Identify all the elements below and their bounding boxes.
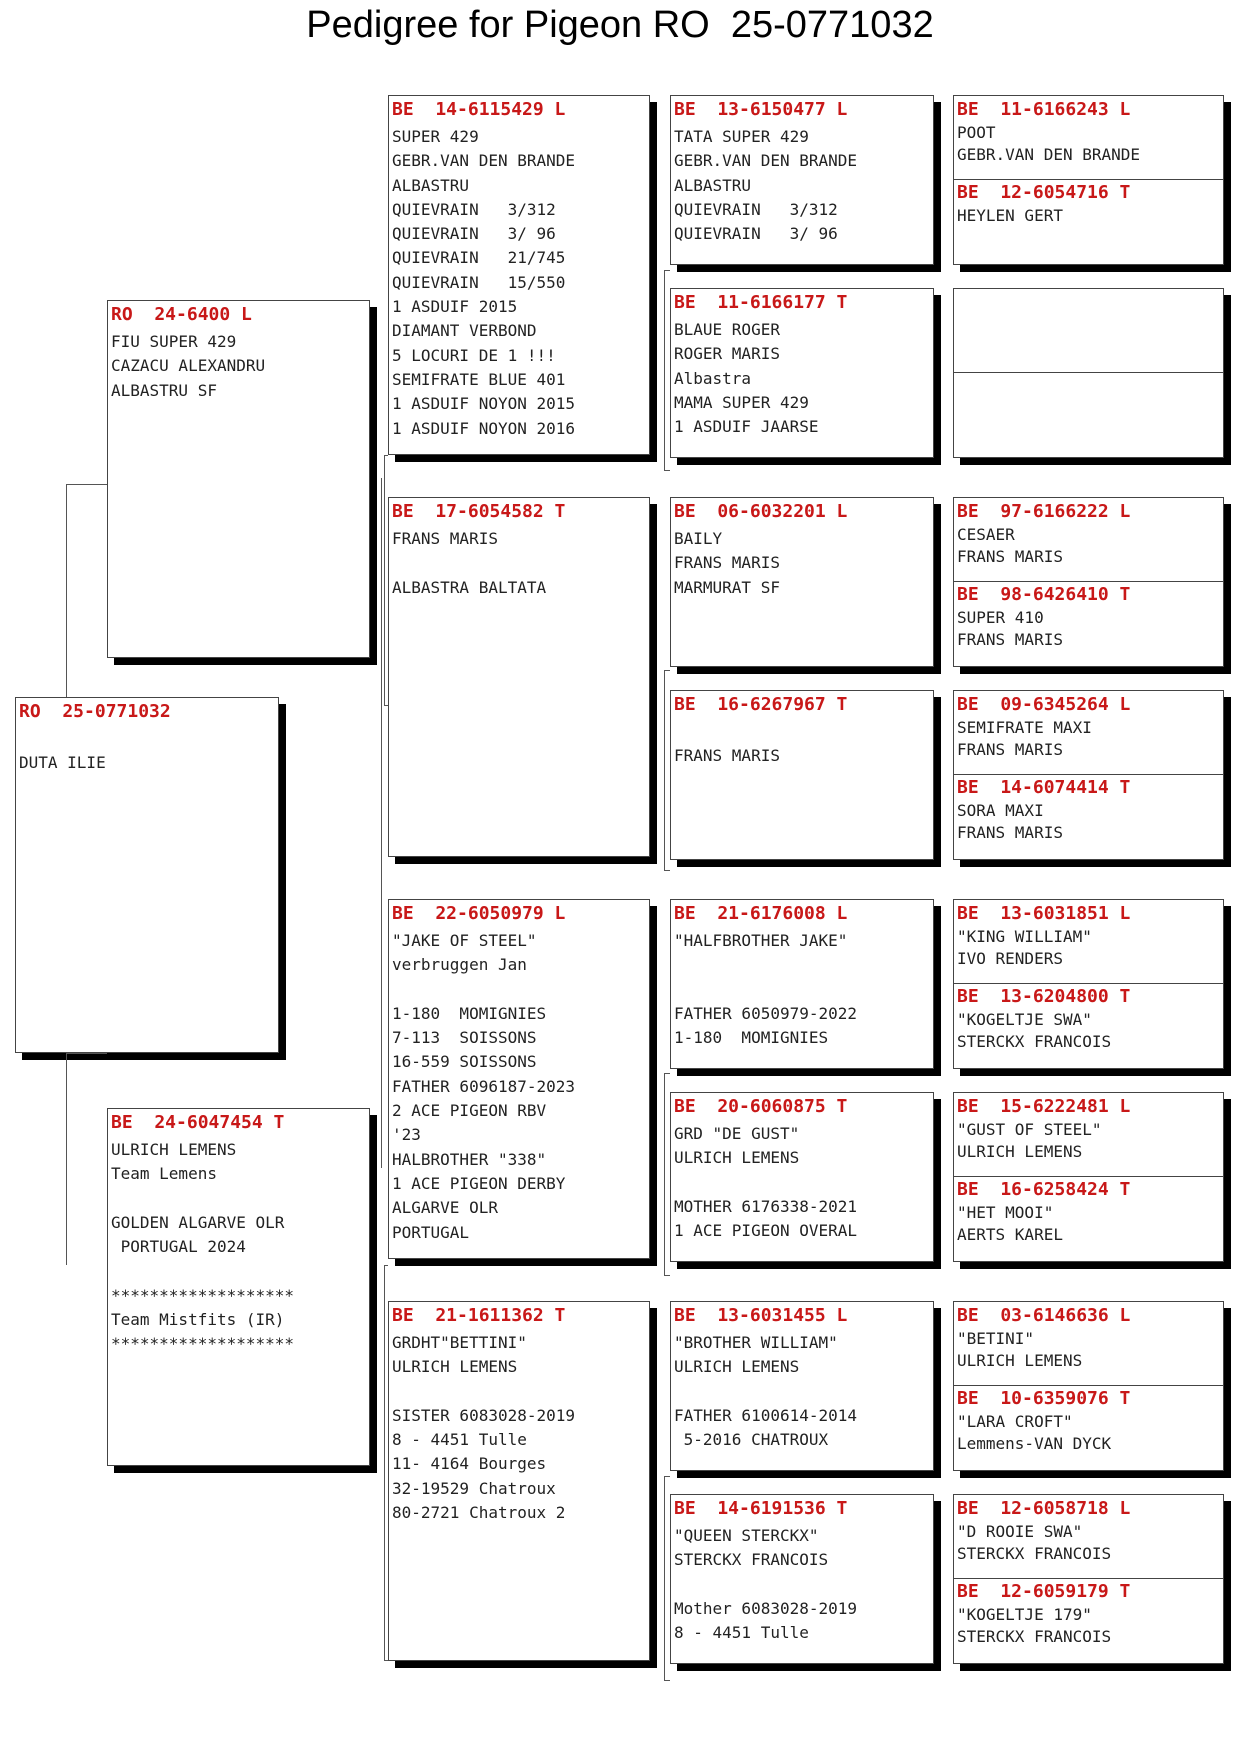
pigeon-details xyxy=(954,1410,1223,1455)
detail-line: IVO RENDERS xyxy=(957,949,1063,968)
great-grandparent-card xyxy=(670,1494,934,1664)
pigeon-details xyxy=(954,1008,1223,1053)
detail-line: STERCKX FRANCOIS xyxy=(957,1627,1112,1646)
connector-line xyxy=(664,1680,670,1681)
g4-pair-box xyxy=(953,95,1224,265)
g4-pair-box xyxy=(953,1301,1224,1471)
pigeon-details xyxy=(671,1118,933,1243)
ring-number: BE 97-6166222 L xyxy=(957,501,1131,522)
page-title: Pedigree for Pigeon RO 25-0771032 xyxy=(306,4,934,46)
connector-line xyxy=(664,470,670,471)
pigeon-details xyxy=(671,1520,933,1645)
detail-line: GEBR.VAN DEN BRANDE xyxy=(674,151,858,171)
detail-line: "HET MOOI" xyxy=(957,1203,1054,1222)
ring-number: BE 98-6426410 T xyxy=(957,584,1131,605)
detail-line: 11- 4164 Bourges xyxy=(392,1454,547,1474)
detail-line: ALBASTRU SF xyxy=(111,380,217,400)
detail-line: "HALFBROTHER JAKE" xyxy=(674,931,848,950)
pigeon-details xyxy=(954,292,1223,293)
ring-number: BE 10-6359076 T xyxy=(957,1388,1131,1409)
detail-line: 16-559 SOISSONS xyxy=(392,1052,537,1072)
detail-line xyxy=(111,1187,369,1211)
pigeon-details xyxy=(671,314,933,439)
detail-line: "KOGELTJE SWA" xyxy=(957,1010,1092,1029)
pigeon-details xyxy=(954,1118,1223,1163)
connector-line xyxy=(664,870,670,871)
ring-number: BE 06-6032201 L xyxy=(674,501,848,522)
detail-line: "BETINI" xyxy=(957,1329,1035,1348)
ring-number: BE 24-6047454 T xyxy=(111,1112,285,1133)
detail-line: GRDHT"BETTINI" xyxy=(392,1333,527,1352)
g4-divider xyxy=(954,581,1223,582)
detail-line: FRANS MARIS xyxy=(957,547,1063,566)
g4-pigeon xyxy=(954,1578,1223,1661)
detail-line: FRANS MARIS xyxy=(957,630,1063,649)
detail-line: ULRICH LEMENS xyxy=(674,1357,800,1377)
connector-line xyxy=(664,670,665,870)
detail-line: GRD "DE GUST" xyxy=(674,1124,800,1143)
detail-line: QUIEVRAIN 3/ 96 xyxy=(674,224,838,244)
ring-number: BE 12-6059179 T xyxy=(957,1581,1131,1602)
ring-number: BE 13-6031455 L xyxy=(674,1305,848,1326)
detail-line: "LARA CROFT" xyxy=(957,1412,1073,1431)
detail-line: HALBROTHER "338" xyxy=(392,1149,547,1169)
detail-line: GEBR.VAN DEN BRANDE xyxy=(392,151,576,171)
pigeon-details xyxy=(671,121,933,246)
detail-line: "JAKE OF STEEL" xyxy=(392,931,537,950)
detail-line: PORTUGAL 2024 xyxy=(111,1237,246,1257)
detail-line: '23 xyxy=(392,1125,421,1145)
detail-line: ******************* xyxy=(111,1334,295,1354)
detail-line: ALBASTRA BALTATA xyxy=(392,577,547,597)
dam-card xyxy=(107,1108,370,1466)
connector-line xyxy=(384,1265,385,1660)
detail-line: QUIEVRAIN 3/312 xyxy=(392,199,556,219)
pigeon-details xyxy=(954,606,1223,651)
detail-line: GOLDEN ALGARVE OLR xyxy=(111,1212,285,1232)
g4-pair-box xyxy=(953,1494,1224,1664)
g4-pigeon xyxy=(954,774,1223,857)
g4-pigeon xyxy=(954,1176,1223,1259)
detail-line: SISTER 6083028-2019 xyxy=(392,1405,576,1425)
detail-line: STERCKX FRANCOIS xyxy=(674,1550,829,1570)
detail-line xyxy=(674,978,933,1002)
g4-pair-box xyxy=(953,497,1224,667)
pigeon-details xyxy=(954,799,1223,844)
detail-line: ULRICH LEMENS xyxy=(957,1351,1083,1370)
pigeon-details xyxy=(954,716,1223,761)
g4-divider xyxy=(954,1176,1223,1177)
g4-divider xyxy=(954,179,1223,180)
connector-line xyxy=(664,1275,670,1276)
detail-line: 1 ACE PIGEON OVERAL xyxy=(674,1221,858,1241)
pigeon-details xyxy=(671,1327,933,1452)
pigeon-details xyxy=(16,723,278,776)
detail-line: ULRICH LEMENS xyxy=(957,1142,1083,1161)
g4-pigeon xyxy=(954,983,1223,1066)
ring-number: RO 25-0771032 xyxy=(19,701,171,722)
detail-line: SORA MAXI xyxy=(957,801,1044,820)
connector-line xyxy=(384,455,385,705)
pigeon-details xyxy=(671,716,933,769)
detail-line: FATHER 6050979-2022 xyxy=(674,1003,858,1023)
detail-line: QUIEVRAIN 21/745 xyxy=(392,248,566,268)
connector-line xyxy=(381,478,382,1168)
pigeon-details xyxy=(954,121,1223,166)
pigeon-details xyxy=(108,326,369,403)
detail-line: HEYLEN GERT xyxy=(957,206,1063,225)
g4-pair-box xyxy=(953,690,1224,860)
detail-line: ROGER MARIS xyxy=(674,344,780,364)
detail-line: ULRICH LEMENS xyxy=(392,1357,518,1377)
pigeon-details xyxy=(954,1201,1223,1246)
connector-line xyxy=(664,1476,665,1680)
detail-line: 5 LOCURI DE 1 !!! xyxy=(392,345,556,365)
detail-line: GEBR.VAN DEN BRANDE xyxy=(957,145,1141,164)
pigeon-details xyxy=(954,1520,1223,1565)
detail-line: 1-180 MOMIGNIES xyxy=(392,1003,547,1023)
detail-line xyxy=(674,1380,933,1404)
detail-line: Team Lemens xyxy=(111,1164,217,1184)
detail-line: 2 ACE PIGEON RBV xyxy=(392,1101,547,1121)
sire-card xyxy=(107,300,370,658)
great-grandparent-card xyxy=(670,899,934,1069)
detail-line: FRANS MARIS xyxy=(674,746,780,766)
connector-line xyxy=(664,270,665,470)
detail-line: 5-2016 CHATROUX xyxy=(674,1430,829,1450)
detail-line xyxy=(19,727,278,751)
detail-line xyxy=(392,978,649,1002)
ring-number: BE 21-1611362 T xyxy=(392,1305,566,1326)
detail-line: SEMIFRATE BLUE 401 xyxy=(392,369,566,389)
great-grandparent-card xyxy=(670,497,934,667)
detail-line: verbruggen Jan xyxy=(392,955,527,975)
g4-pigeon xyxy=(954,498,1223,581)
ring-number: BE 20-6060875 T xyxy=(674,1096,848,1117)
connector-line xyxy=(384,455,388,456)
pigeon-details xyxy=(108,1134,369,1357)
great-grandparent-card xyxy=(670,95,934,265)
g4-pigeon xyxy=(954,1495,1223,1578)
connector-line xyxy=(664,1073,670,1074)
detail-line: "GUST OF STEEL" xyxy=(957,1120,1102,1139)
pigeon-details xyxy=(671,925,933,1050)
detail-line: ULRICH LEMENS xyxy=(674,1148,800,1168)
detail-line: DIAMANT VERBOND xyxy=(392,321,537,341)
g4-pigeon xyxy=(954,289,1223,372)
detail-line: CESAER xyxy=(957,525,1015,544)
detail-line: ******************* xyxy=(111,1285,295,1305)
detail-line: 7-113 SOISSONS xyxy=(392,1028,537,1048)
detail-line: STERCKX FRANCOIS xyxy=(957,1032,1112,1051)
detail-line: ALBASTRU xyxy=(392,175,470,195)
g4-pair-box xyxy=(953,288,1224,458)
ring-number: BE 13-6204800 T xyxy=(957,986,1131,1007)
detail-line xyxy=(674,953,933,977)
detail-line: FRANS MARIS xyxy=(392,529,498,548)
detail-line: Team Mistfits (IR) xyxy=(111,1310,285,1330)
grandparent-card xyxy=(388,899,650,1259)
g4-pigeon xyxy=(954,179,1223,262)
great-grandparent-card xyxy=(670,690,934,860)
ring-number: BE 13-6150477 L xyxy=(674,99,848,120)
connector-line xyxy=(66,484,67,697)
subject-pigeon-card xyxy=(15,697,279,1053)
detail-line: BAILY xyxy=(674,529,723,548)
pigeon-details xyxy=(954,375,1223,376)
detail-line: "KOGELTJE 179" xyxy=(957,1605,1092,1624)
grandparent-card xyxy=(388,497,650,857)
ring-number: BE 17-6054582 T xyxy=(392,501,566,522)
detail-line: PORTUGAL xyxy=(392,1222,470,1242)
grandparent-card xyxy=(388,95,650,455)
pigeon-details xyxy=(954,925,1223,970)
connector-line xyxy=(664,670,670,671)
g4-divider xyxy=(954,774,1223,775)
detail-line: FRANS MARIS xyxy=(957,740,1063,759)
great-grandparent-card xyxy=(670,1092,934,1262)
g4-pigeon xyxy=(954,372,1223,455)
ring-number: BE 11-6166177 T xyxy=(674,292,848,313)
detail-line: SUPER 429 xyxy=(392,127,479,146)
connector-line xyxy=(66,1053,67,1265)
detail-line xyxy=(111,1259,369,1283)
g4-pigeon xyxy=(954,691,1223,774)
detail-line: DUTA ILIE xyxy=(19,753,106,773)
ring-number: BE 14-6115429 L xyxy=(392,99,566,120)
g4-pair-box xyxy=(953,1092,1224,1262)
detail-line: STERCKX FRANCOIS xyxy=(957,1544,1112,1563)
grandparent-card xyxy=(388,1301,650,1661)
connector-line xyxy=(66,484,107,485)
ring-number: BE 03-6146636 L xyxy=(957,1305,1131,1326)
ring-number: RO 24-6400 L xyxy=(111,304,252,325)
ring-number: BE 12-6058718 L xyxy=(957,1498,1131,1519)
connector-line xyxy=(384,705,388,706)
pigeon-details xyxy=(954,204,1223,227)
detail-line: MARMURAT SF xyxy=(674,577,780,597)
detail-line: "KING WILLIAM" xyxy=(957,927,1092,946)
detail-line: SUPER 410 xyxy=(957,608,1044,627)
g4-pigeon xyxy=(954,1385,1223,1468)
detail-line: Lemmens-VAN DYCK xyxy=(957,1434,1112,1453)
detail-line: FATHER 6100614-2014 xyxy=(674,1405,858,1425)
g4-pair-box xyxy=(953,899,1224,1069)
detail-line: "QUEEN STERCKX" xyxy=(674,1526,819,1545)
detail-line: AERTS KAREL xyxy=(957,1225,1063,1244)
ring-number: BE 14-6074414 T xyxy=(957,777,1131,798)
pigeon-details xyxy=(389,1327,649,1525)
g4-pigeon xyxy=(954,1093,1223,1176)
ring-number: BE 16-6258424 T xyxy=(957,1179,1131,1200)
connector-line xyxy=(384,1265,388,1266)
great-grandparent-card xyxy=(670,288,934,458)
ring-number: BE 16-6267967 T xyxy=(674,694,848,715)
detail-line: ULRICH LEMENS xyxy=(111,1140,237,1159)
g4-pigeon xyxy=(954,96,1223,179)
pigeon-details xyxy=(389,925,649,1245)
detail-line: 1 ASDUIF 2015 xyxy=(392,297,518,317)
ring-number: BE 11-6166243 L xyxy=(957,99,1131,120)
detail-line: 1 ASDUIF JAARSE xyxy=(674,417,819,437)
detail-line: Albastra xyxy=(674,368,752,388)
ring-number: BE 15-6222481 L xyxy=(957,1096,1131,1117)
detail-line: 1 ASDUIF NOYON 2015 xyxy=(392,394,576,414)
detail-line: FRANS MARIS xyxy=(957,823,1063,842)
connector-line xyxy=(664,1073,665,1275)
ring-number: BE 12-6054716 T xyxy=(957,182,1131,203)
detail-line: "D ROOIE SWA" xyxy=(957,1522,1083,1541)
g4-divider xyxy=(954,1578,1223,1579)
detail-line: TATA SUPER 429 xyxy=(674,127,809,146)
g4-pigeon xyxy=(954,1302,1223,1385)
detail-line: 8 - 4451 Tulle xyxy=(392,1430,527,1450)
connector-line xyxy=(664,270,670,271)
detail-line: 1 ASDUIF NOYON 2016 xyxy=(392,418,576,438)
detail-line: 8 - 4451 Tulle xyxy=(674,1623,809,1643)
detail-line: POOT xyxy=(957,123,996,142)
pigeon-details xyxy=(389,523,649,600)
detail-line xyxy=(392,551,649,575)
g4-pigeon xyxy=(954,900,1223,983)
pigeon-details xyxy=(389,121,649,441)
detail-line: QUIEVRAIN 3/312 xyxy=(674,199,838,219)
detail-line: CAZACU ALEXANDRU xyxy=(111,356,266,376)
detail-line: QUIEVRAIN 3/ 96 xyxy=(392,224,556,244)
detail-line: MAMA SUPER 429 xyxy=(674,392,809,412)
detail-line: 32-19529 Chatroux xyxy=(392,1478,556,1498)
detail-line xyxy=(674,720,933,744)
great-grandparent-card xyxy=(670,1301,934,1471)
ring-number: BE 13-6031851 L xyxy=(957,903,1131,924)
connector-line xyxy=(384,1660,388,1661)
detail-line: ALBASTRU xyxy=(674,175,752,195)
pigeon-details xyxy=(954,1603,1223,1648)
detail-line: FIU SUPER 429 xyxy=(111,332,237,351)
detail-line: Mother 6083028-2019 xyxy=(674,1598,858,1618)
detail-line xyxy=(674,1573,933,1597)
detail-line: 1-180 MOMIGNIES xyxy=(674,1028,829,1048)
pigeon-details xyxy=(954,1327,1223,1372)
detail-line: 80-2721 Chatroux 2 xyxy=(392,1503,566,1523)
g4-divider xyxy=(954,1385,1223,1386)
pigeon-details xyxy=(954,523,1223,568)
detail-line: ALGARVE OLR xyxy=(392,1198,498,1218)
ring-number: BE 14-6191536 T xyxy=(674,1498,848,1519)
detail-line: FATHER 6096187-2023 xyxy=(392,1076,576,1096)
detail-line: 1 ACE PIGEON DERBY xyxy=(392,1173,566,1193)
detail-line: SEMIFRATE MAXI xyxy=(957,718,1092,737)
ring-number: BE 09-6345264 L xyxy=(957,694,1131,715)
pigeon-details xyxy=(671,523,933,600)
connector-line xyxy=(66,1053,107,1054)
ring-number: BE 21-6176008 L xyxy=(674,903,848,924)
detail-line: MOTHER 6176338-2021 xyxy=(674,1196,858,1216)
detail-line: QUIEVRAIN 15/550 xyxy=(392,272,566,292)
g4-divider xyxy=(954,983,1223,984)
g4-pigeon xyxy=(954,581,1223,664)
detail-line: BLAUE ROGER xyxy=(674,320,780,339)
detail-line xyxy=(392,1380,649,1404)
detail-line: "BROTHER WILLIAM" xyxy=(674,1333,838,1352)
connector-line xyxy=(664,1476,670,1477)
ring-number: BE 22-6050979 L xyxy=(392,903,566,924)
detail-line: FRANS MARIS xyxy=(674,553,780,573)
detail-line xyxy=(674,1171,933,1195)
g4-divider xyxy=(954,372,1223,373)
